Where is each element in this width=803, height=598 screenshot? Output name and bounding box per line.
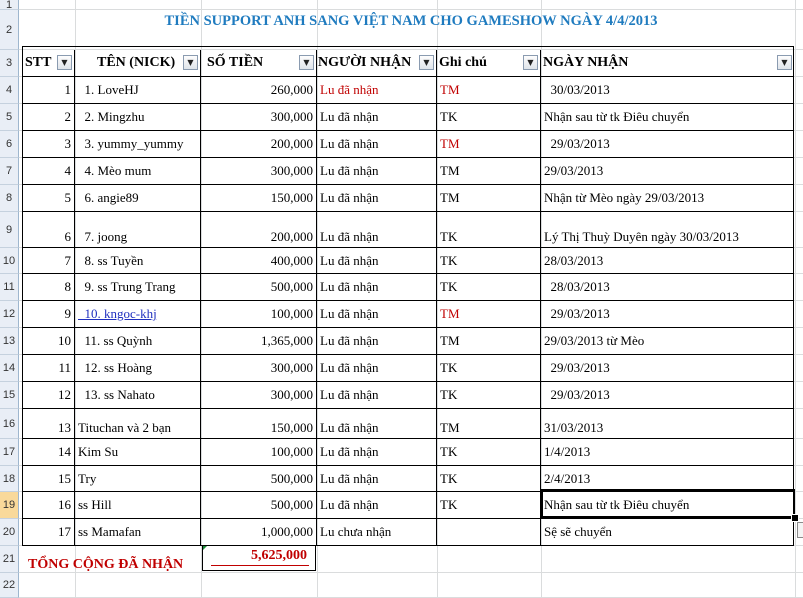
dropdown-arrow-icon[interactable]: ▼	[523, 55, 538, 70]
cell-text: TM	[440, 136, 460, 151]
cell-text: 2/4/2013	[544, 470, 591, 486]
cell-text: Lu đã nhận	[320, 420, 379, 435]
cell-ten[interactable]	[75, 301, 201, 328]
table-row	[22, 519, 794, 546]
row-header[interactable]: 5	[0, 104, 19, 131]
cell-text: Lu đã nhận	[320, 360, 379, 375]
cell-ten[interactable]	[75, 466, 201, 492]
cell-so-tien[interactable]	[201, 131, 317, 158]
cell-text: Lu đã nhận	[320, 387, 379, 402]
row-header[interactable]: 17	[0, 439, 19, 466]
header-nguoi-nhan-label: NGƯỜI NHẬN	[318, 55, 412, 70]
cell-stt[interactable]	[22, 158, 75, 185]
cell-text: 1/4/2013	[544, 444, 591, 459]
cell-so-tien[interactable]	[201, 466, 317, 492]
cell-stt[interactable]	[22, 328, 75, 355]
cell-ten[interactable]	[75, 77, 201, 104]
cell-text: 100,000	[270, 444, 313, 459]
table-row	[22, 248, 794, 274]
cell-text: ss Hill	[78, 497, 112, 512]
cell-stt[interactable]	[22, 355, 75, 382]
selected-cell[interactable]	[541, 489, 795, 518]
cell-text: 4	[64, 163, 71, 178]
cell-stt[interactable]	[22, 409, 75, 439]
cell-ngay-nhan[interactable]	[541, 382, 794, 409]
row-header[interactable]: 11	[0, 274, 19, 301]
cell-so-tien[interactable]	[201, 328, 317, 355]
cell-ghi-chu[interactable]	[437, 131, 541, 158]
cell-text: TK	[440, 109, 458, 124]
cell-text: Sệ sẽ chuyển	[544, 524, 612, 539]
cell-ten[interactable]	[75, 274, 201, 301]
cell-ghi-chu[interactable]	[437, 248, 541, 274]
cell-text: Lu đã nhận	[320, 109, 379, 124]
cell-ten[interactable]	[75, 409, 201, 439]
row-header[interactable]: 14	[0, 355, 19, 382]
cell-ten[interactable]	[75, 382, 201, 409]
cell-stt[interactable]	[22, 274, 75, 301]
cell-text: Lu đã nhận	[320, 163, 379, 178]
cell-text: TM	[440, 163, 460, 178]
cell-text: 16	[58, 497, 71, 512]
table-row	[22, 328, 794, 355]
cell-so-tien[interactable]	[201, 355, 317, 382]
cell-text: 29/03/2013	[544, 163, 604, 178]
cell-ten[interactable]	[75, 355, 201, 382]
row-header[interactable]: 20	[0, 519, 19, 546]
cell-text: 500,000	[270, 279, 313, 294]
cell-text: ss Mamafan	[78, 524, 142, 539]
cell-text: Try	[78, 470, 97, 486]
cell-text: Lu đã nhận	[320, 252, 379, 268]
cell-text: TK	[440, 360, 458, 375]
dropdown-arrow-icon[interactable]: ▼	[57, 55, 72, 70]
cell-ngay-nhan[interactable]	[541, 519, 794, 546]
cell-stt[interactable]	[22, 77, 75, 104]
cell-ten[interactable]	[75, 519, 201, 546]
header-stt[interactable]	[22, 50, 75, 77]
cell-text: 15	[58, 470, 71, 486]
cell-text: 150,000	[270, 420, 313, 435]
row-header[interactable]: 10	[0, 248, 19, 274]
row-header[interactable]: 2	[0, 10, 19, 50]
cell-text: 7. joong	[78, 229, 128, 244]
cell-nguoi-nhan[interactable]	[317, 382, 437, 409]
row-header[interactable]: 8	[0, 185, 19, 212]
cell-text: 9. ss Trung Trang	[78, 279, 176, 294]
header-nguoi-nhan[interactable]	[317, 50, 437, 77]
cell-text: 300,000	[270, 163, 313, 178]
paste-options-icon[interactable]	[797, 522, 803, 538]
dropdown-arrow-icon[interactable]: ▼	[419, 55, 434, 70]
cell-ngay-nhan[interactable]	[541, 439, 794, 466]
cell-stt[interactable]	[22, 131, 75, 158]
cell-text: Lu đã nhận	[320, 82, 379, 97]
cell-so-tien[interactable]	[201, 409, 317, 439]
cell-text: 3	[64, 136, 71, 151]
cell-ngay-nhan[interactable]	[541, 301, 794, 328]
cell-text: 400,000	[270, 252, 313, 268]
cell-text: TK	[440, 497, 458, 512]
cell-ten[interactable]	[75, 212, 201, 248]
header-so-tien-label: SỐ TIỀN	[207, 55, 264, 70]
cell-ten[interactable]	[75, 439, 201, 466]
cell-text: Nhận sau từ tk Điêu chuyển	[544, 497, 690, 512]
cell-ngay-nhan[interactable]	[541, 328, 794, 355]
header-ghi-chu-label: Ghi chú	[439, 55, 487, 70]
cell-ngay-nhan[interactable]	[541, 104, 794, 131]
cell-so-tien[interactable]	[201, 77, 317, 104]
header-ghi-chu[interactable]	[437, 50, 541, 77]
cell-text: TK	[440, 279, 458, 294]
cell-nguoi-nhan[interactable]	[317, 212, 437, 248]
cell-text: Lu chưa nhận	[320, 524, 392, 539]
cell-text: 28/03/2013	[544, 279, 610, 294]
cell-text: 28/03/2013	[544, 252, 604, 268]
cell-stt[interactable]	[22, 212, 75, 248]
table-row	[22, 158, 794, 185]
row-header[interactable]: 4	[0, 77, 19, 104]
cell-ghi-chu[interactable]	[437, 355, 541, 382]
cell-text: Lý Thị Thuỳ Duyên ngày 30/03/2013	[544, 229, 739, 244]
cell-text: Lu đã nhận	[320, 229, 379, 244]
cell-text: Lu đã nhận	[320, 279, 379, 294]
header-so-tien[interactable]	[201, 50, 317, 77]
row-header[interactable]: 15	[0, 382, 19, 409]
cell-text: 5	[64, 190, 71, 205]
total-underline	[211, 565, 309, 566]
cell-text: 13. ss Nahato	[78, 387, 155, 402]
cell-text: TM	[440, 82, 460, 97]
cell-text: 11	[58, 360, 71, 375]
cell-ten[interactable]	[75, 492, 201, 519]
row-header[interactable]: 6	[0, 131, 19, 158]
cell-text: 8. ss Tuyền	[78, 252, 144, 268]
cell-text: 1,365,000	[261, 333, 313, 348]
cell-ngay-nhan[interactable]	[541, 355, 794, 382]
cell-nguoi-nhan[interactable]	[317, 248, 437, 274]
cell-ngay-nhan[interactable]	[541, 409, 794, 439]
cell-text: TK	[440, 252, 458, 268]
cell-ngay-nhan[interactable]	[541, 248, 794, 274]
cell-ghi-chu[interactable]	[437, 212, 541, 248]
row-header[interactable]: 7	[0, 158, 19, 185]
cell-ngay-nhan[interactable]	[541, 185, 794, 212]
table-header-row	[22, 50, 794, 77]
cell-text: Kim Su	[78, 444, 119, 459]
cell-ghi-chu[interactable]	[437, 185, 541, 212]
cell-nguoi-nhan[interactable]	[317, 185, 437, 212]
row-header[interactable]: 22	[0, 573, 19, 598]
cell-nguoi-nhan[interactable]	[317, 409, 437, 439]
row-header[interactable]: 12	[0, 301, 19, 328]
cell-ghi-chu[interactable]	[437, 77, 541, 104]
cell-ghi-chu[interactable]	[437, 409, 541, 439]
row-header[interactable]: 21	[0, 546, 19, 573]
cell-nguoi-nhan[interactable]	[317, 439, 437, 466]
cell-text: 3. yummy_yummy	[78, 136, 184, 151]
cell-text: 9	[64, 306, 71, 321]
cell-text: 2. Mingzhu	[78, 109, 145, 124]
cell-so-tien[interactable]	[201, 301, 317, 328]
total-value: 5,625,000	[251, 548, 307, 563]
cell-nguoi-nhan[interactable]	[317, 492, 437, 519]
cell-stt[interactable]	[22, 492, 75, 519]
cell-text: Lu đã nhận	[320, 136, 379, 151]
cell-nguoi-nhan[interactable]	[317, 466, 437, 492]
cell-so-tien[interactable]	[201, 158, 317, 185]
cell-text: 2	[64, 109, 71, 124]
cell-ghi-chu[interactable]	[437, 492, 541, 519]
cell-ghi-chu[interactable]	[437, 466, 541, 492]
cell-text: 1. LoveHJ	[78, 82, 139, 97]
cell-so-tien[interactable]	[201, 185, 317, 212]
sheet-title: TIỀN SUPPORT ANH SANG VIỆT NAM CHO GAMESHOW NGÀY 4/4/2013	[164, 13, 658, 29]
row-header[interactable]: 13	[0, 328, 19, 355]
cell-text: 7	[64, 252, 71, 268]
cell-text: TK	[440, 444, 458, 459]
row-header[interactable]: 9	[0, 212, 19, 248]
cell-text: 13	[58, 420, 71, 435]
cell-ngay-nhan[interactable]	[541, 212, 794, 248]
header-ten[interactable]	[75, 50, 201, 77]
cell-ghi-chu[interactable]	[437, 301, 541, 328]
cell-text: 29/03/2013	[544, 387, 610, 402]
cell-text: 100,000	[270, 306, 313, 321]
cell-ghi-chu[interactable]	[437, 274, 541, 301]
cell-text: 4. Mèo mum	[78, 163, 152, 178]
cell-text: Tituchan và 2 bạn	[78, 420, 172, 435]
table-row	[22, 439, 794, 466]
table-row	[22, 382, 794, 409]
cell-so-tien[interactable]	[201, 104, 317, 131]
header-ten-label: TÊN (NICK)	[97, 55, 176, 70]
cell-text: Nhận từ Mèo ngày 29/03/2013	[544, 190, 705, 205]
cell-ten[interactable]	[75, 328, 201, 355]
total-label: TỔNG CỘNG ĐÃ NHẬN	[28, 557, 184, 572]
row-header[interactable]: 19	[0, 492, 19, 519]
cell-text: 150,000	[270, 190, 313, 205]
row-header[interactable]: 18	[0, 466, 19, 492]
table-row	[22, 409, 794, 439]
table-row	[22, 274, 794, 301]
cell-text: 300,000	[270, 387, 313, 402]
cell-stt[interactable]	[22, 382, 75, 409]
cell-text: Lu đã nhận	[320, 497, 379, 512]
header-stt-label: STT	[25, 55, 52, 70]
cell-ghi-chu[interactable]	[437, 328, 541, 355]
cell-text: 14	[58, 444, 71, 459]
cell-ghi-chu[interactable]	[437, 519, 541, 546]
table-row	[22, 301, 794, 328]
cell-text: 500,000	[270, 470, 313, 486]
cell-text: 11. ss Quỳnh	[78, 333, 153, 348]
cell-ngay-nhan[interactable]	[541, 158, 794, 185]
table-row	[22, 77, 794, 104]
cell-nguoi-nhan[interactable]	[317, 328, 437, 355]
cell-ten[interactable]	[75, 104, 201, 131]
cell-text: 1,000,000	[261, 524, 313, 539]
cell-text: 12. ss Hoàng	[78, 360, 153, 375]
table-row	[22, 104, 794, 131]
cell-text: 10	[58, 333, 71, 348]
cell-text: 1	[64, 82, 71, 97]
cell-ghi-chu[interactable]	[437, 104, 541, 131]
fill-handle[interactable]	[791, 514, 799, 522]
cell-ten[interactable]	[75, 158, 201, 185]
cell-text: 30/03/2013	[544, 82, 610, 97]
cell-stt[interactable]	[22, 248, 75, 274]
header-ngay-nhan[interactable]	[541, 50, 794, 77]
cell-text: 200,000	[270, 136, 313, 151]
cell-stt[interactable]	[22, 185, 75, 212]
cell-nguoi-nhan[interactable]	[317, 158, 437, 185]
cell-text: 500,000	[270, 497, 313, 512]
table-row	[22, 185, 794, 212]
cell-so-tien[interactable]	[201, 439, 317, 466]
cell-text: Lu đã nhận	[320, 333, 379, 348]
cell-so-tien[interactable]	[201, 519, 317, 546]
cell-nguoi-nhan[interactable]	[317, 519, 437, 546]
cell-text: Nhận sau từ tk Điêu chuyển	[544, 109, 690, 124]
cell-stt[interactable]	[22, 439, 75, 466]
cell-text: 8	[64, 279, 71, 294]
cell-text: TK	[440, 229, 458, 244]
dropdown-arrow-icon[interactable]: ▼	[777, 55, 792, 70]
cell-nguoi-nhan[interactable]	[317, 355, 437, 382]
cell-text: 17	[58, 524, 71, 539]
cell-text: TK	[440, 387, 458, 402]
table-row	[22, 131, 794, 158]
cell-ghi-chu[interactable]	[437, 439, 541, 466]
table-row	[22, 355, 794, 382]
dropdown-arrow-icon[interactable]: ▼	[183, 55, 198, 70]
cell-text: Lu đã nhận	[320, 190, 379, 205]
cell-text: 29/03/2013	[544, 306, 610, 321]
cell-nguoi-nhan[interactable]	[317, 131, 437, 158]
cell-text: 300,000	[270, 360, 313, 375]
cell-stt[interactable]	[22, 466, 75, 492]
cell-ten[interactable]	[75, 131, 201, 158]
gridline	[795, 0, 796, 598]
dropdown-arrow-icon[interactable]: ▼	[299, 55, 314, 70]
cell-text: TM	[440, 306, 460, 321]
cell-ten[interactable]	[75, 185, 201, 212]
cell-text: 12	[58, 387, 71, 402]
cell-text: 31/03/2013	[544, 420, 604, 435]
cell-nguoi-nhan[interactable]	[317, 104, 437, 131]
cell-text: Lu đã nhận	[320, 444, 379, 459]
cell-text: TM	[440, 333, 460, 348]
cell-nguoi-nhan[interactable]	[317, 77, 437, 104]
cell-text: 300,000	[270, 109, 313, 124]
cell-text: TK	[440, 470, 458, 486]
cell-so-tien[interactable]	[201, 212, 317, 248]
cell-ngay-nhan[interactable]	[541, 274, 794, 301]
cell-stt[interactable]	[22, 301, 75, 328]
cell-so-tien[interactable]	[201, 492, 317, 519]
cell-text: 200,000	[270, 229, 313, 244]
cell-ngay-nhan[interactable]	[541, 77, 794, 104]
cell-stt[interactable]	[22, 104, 75, 131]
cell-text: 29/03/2013	[544, 360, 610, 375]
cell-stt[interactable]	[22, 519, 75, 546]
header-ngay-nhan-label: NGÀY NHẬN	[543, 55, 629, 70]
cell-text: 6. angie89	[78, 190, 139, 205]
cell-so-tien[interactable]	[201, 382, 317, 409]
cell-nguoi-nhan[interactable]	[317, 274, 437, 301]
cell-text: 260,000	[270, 82, 313, 97]
cell-nguoi-nhan[interactable]	[317, 301, 437, 328]
cell-ghi-chu[interactable]	[437, 382, 541, 409]
table-row	[22, 212, 794, 248]
cell-ghi-chu[interactable]	[437, 158, 541, 185]
row-header[interactable]: 16	[0, 409, 19, 439]
cell-text: Lu đã nhận	[320, 306, 379, 321]
cell-text: 6	[64, 229, 71, 244]
cell-link[interactable]: 10. kngoc-khj	[78, 306, 157, 321]
cell-text: TM	[440, 190, 460, 205]
cell-text: 29/03/2013 từ Mèo	[544, 333, 645, 348]
cell-so-tien[interactable]	[201, 248, 317, 274]
cell-text: TM	[440, 420, 460, 435]
total-value-cell[interactable]	[202, 546, 316, 571]
cell-ten[interactable]	[75, 248, 201, 274]
row-header[interactable]: 3	[0, 50, 19, 77]
cell-text: 29/03/2013	[544, 136, 610, 151]
cell-so-tien[interactable]	[201, 274, 317, 301]
cell-ngay-nhan[interactable]	[541, 131, 794, 158]
row-header[interactable]: 1	[0, 0, 19, 10]
cell-text: Lu đã nhận	[320, 470, 379, 486]
